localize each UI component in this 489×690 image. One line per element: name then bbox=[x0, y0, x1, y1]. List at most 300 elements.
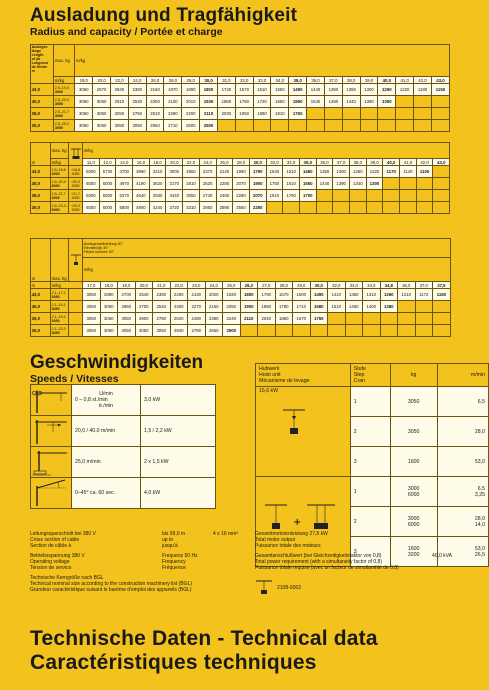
capacity-cell: 2510 bbox=[146, 108, 164, 120]
hoist-kg: 3050 bbox=[390, 387, 437, 417]
capacity-cell: 1900 bbox=[240, 301, 258, 313]
capacity-cell bbox=[433, 313, 451, 325]
capacity-cell: 2520 bbox=[199, 178, 216, 190]
hoist-speed: 28,0 bbox=[437, 417, 488, 447]
speed-desc-line: 0 – 0,8 st./min bbox=[75, 397, 108, 403]
corner-text: of jib bbox=[31, 57, 41, 61]
capacity-cell: 3050 bbox=[83, 325, 101, 337]
capacity-cell bbox=[316, 202, 333, 214]
svg-text:+: + bbox=[293, 516, 302, 528]
mkg-header: m/kg bbox=[75, 45, 450, 77]
capacity-cell: 2020 bbox=[205, 289, 223, 301]
hoist-single-hook-icon bbox=[281, 406, 307, 442]
capacity-cell: 4900 bbox=[133, 202, 150, 214]
capacity-cell: 2960 bbox=[146, 120, 164, 132]
radius-header: 26,0 bbox=[146, 77, 164, 84]
radius-header: 36,0 bbox=[398, 282, 416, 289]
capacity-row bbox=[31, 96, 450, 108]
capacity-cell: 2260 bbox=[233, 190, 250, 202]
capacity-row bbox=[31, 325, 451, 337]
capacity-cell: 1350 bbox=[378, 96, 396, 108]
crane-trolley-icon bbox=[31, 416, 71, 446]
radius-header: 42,0 bbox=[414, 77, 432, 84]
radius-header: 22,0 bbox=[170, 282, 188, 289]
capacity-cell: 1580 bbox=[310, 301, 328, 313]
capacity-cell: 1850 bbox=[217, 96, 235, 108]
unit-m: m bbox=[31, 239, 51, 282]
capacity-cell: 2300 bbox=[146, 96, 164, 108]
capacity-cell bbox=[342, 120, 360, 132]
capacity-cell: 6000 bbox=[99, 190, 116, 202]
hoist-header-line: Mécanisme de levage bbox=[259, 378, 310, 384]
capacity-cell: 2900 bbox=[135, 313, 153, 325]
note-line: Fréquence bbox=[162, 565, 186, 571]
capacity-cell bbox=[293, 325, 311, 337]
capacity-cell bbox=[380, 313, 398, 325]
mkg-header: m/kg bbox=[83, 258, 451, 282]
speed-desc: 20,0 / 40,0 m/min bbox=[72, 416, 141, 447]
max-range: 2,1–19,4 bbox=[51, 314, 66, 319]
capacity-cell: 3050 bbox=[75, 108, 93, 120]
capacity-cell bbox=[400, 202, 417, 214]
capacity-cell: 4240 bbox=[149, 202, 166, 214]
hoist-step: 3 bbox=[350, 537, 390, 567]
extra-capacity bbox=[69, 190, 83, 202]
page-subtitle: Radius and capacity / Portée et charge bbox=[30, 26, 223, 38]
capacity-cell: 1540 bbox=[307, 96, 325, 108]
radius-header: 24,0 bbox=[128, 77, 146, 84]
speeds-subtitle: Speeds / Vitesses bbox=[30, 373, 119, 385]
capacity-cell bbox=[307, 120, 325, 132]
hoist-step: 1 bbox=[350, 387, 390, 417]
note-line: Betriebsspannung 380 V bbox=[30, 553, 85, 559]
capacity-cell: 1800 bbox=[240, 289, 258, 301]
note-line: Technical nominal size according to the construction machinery list (BGL) bbox=[30, 581, 193, 587]
speed-desc bbox=[72, 385, 141, 416]
max-range: 2,1–18,1 bbox=[51, 302, 66, 307]
capacity-cell bbox=[433, 301, 451, 313]
max-kg: 6000 bbox=[51, 171, 60, 176]
capacity-table-3 bbox=[30, 238, 451, 337]
capacity-cell: 1220 bbox=[366, 166, 383, 178]
capacity-cell bbox=[350, 202, 367, 214]
note-line: Total power requirement (with a simultaneity factor of 0,8) bbox=[255, 559, 382, 565]
hoist-speed-line: 53,0 bbox=[474, 545, 485, 552]
capacity-cell: 1780 bbox=[275, 301, 293, 313]
capacity-cell: 1860 bbox=[275, 313, 293, 325]
radius-header: 34,0 bbox=[363, 282, 381, 289]
radius-header: 19,0 bbox=[118, 282, 136, 289]
max-kg: 3050 bbox=[51, 306, 60, 311]
capacity-cell bbox=[398, 313, 416, 325]
capacity-cell: 3050 bbox=[128, 120, 146, 132]
capacity-cell bbox=[258, 325, 276, 337]
capacity-cell: 2660 bbox=[205, 325, 223, 337]
max-capacity bbox=[51, 301, 69, 313]
capacity-cell: 1410 bbox=[328, 289, 346, 301]
capacity-cell: 2200 bbox=[182, 108, 200, 120]
bottom-title-block bbox=[30, 627, 378, 675]
max-capacity bbox=[54, 84, 75, 96]
capacity-cell bbox=[235, 120, 253, 132]
extra-kg: 3050 bbox=[71, 171, 80, 176]
capacity-cell: 1260 bbox=[350, 166, 367, 178]
capacity-cell bbox=[217, 120, 235, 132]
max-capacity bbox=[51, 289, 69, 301]
capacity-cell: 2700 bbox=[118, 289, 136, 301]
capacity-cell bbox=[431, 108, 449, 120]
drawing-code: 2108-0063 bbox=[277, 585, 301, 591]
crane-luffing-icon bbox=[31, 478, 71, 508]
capacity-cell bbox=[414, 120, 432, 132]
jib-length: 43,0 bbox=[31, 289, 51, 301]
hoist-speed-line: 6,5 bbox=[477, 485, 485, 492]
hook-icon bbox=[70, 253, 82, 267]
jib-length: 35,0 bbox=[31, 313, 51, 325]
capacity-cell: 2100 bbox=[164, 96, 182, 108]
capacity-cell: 1340 bbox=[350, 178, 367, 190]
hoist-step: 2 bbox=[350, 507, 390, 537]
capacity-cell: 2710 bbox=[164, 120, 182, 132]
crane-slewing-icon bbox=[31, 385, 71, 415]
capacity-cell bbox=[271, 120, 289, 132]
capacity-cell: 1750 bbox=[310, 313, 328, 325]
note-line: Tension de service bbox=[30, 565, 72, 571]
extra-kg: 3050 bbox=[71, 207, 80, 212]
capacity-cell bbox=[383, 190, 400, 202]
capacity-cell: 1210 bbox=[398, 289, 416, 301]
extra-capacity bbox=[69, 301, 83, 313]
hoist-speed-line: 26,5 bbox=[474, 551, 485, 558]
hoist-header-row bbox=[256, 364, 489, 387]
hoist-speed bbox=[437, 537, 488, 567]
radius-header: 20,0 bbox=[135, 282, 153, 289]
capacity-cell bbox=[345, 325, 363, 337]
speeds-title: Geschwindigkeiten bbox=[30, 352, 204, 373]
capacity-cell: 3170 bbox=[166, 178, 183, 190]
note-line: Operating voltage bbox=[30, 559, 70, 565]
capacity-cell: 1300 bbox=[360, 84, 378, 96]
capacity-cell: 2380 bbox=[205, 313, 223, 325]
capacity-cell: 2030 bbox=[217, 108, 235, 120]
radius-header: 28,0 bbox=[233, 159, 250, 166]
capacity-cell: 3050 bbox=[75, 120, 93, 132]
radius-header: 28,0 bbox=[275, 282, 293, 289]
speed-power: 3,0 kW bbox=[141, 385, 216, 416]
capacity-cell: 1970 bbox=[164, 84, 182, 96]
capacity-cell: 2540 bbox=[153, 301, 171, 313]
capacity-cell: 3050 bbox=[100, 313, 118, 325]
jib-length: 40,0 bbox=[31, 96, 54, 108]
capacity-cell: 1670 bbox=[275, 289, 293, 301]
capacity-cell: 2380 bbox=[128, 84, 146, 96]
capacity-cell bbox=[414, 96, 432, 108]
speed-row-luffing bbox=[31, 478, 216, 509]
capacity-cell: 2260 bbox=[170, 289, 188, 301]
crane-travel-icon bbox=[31, 447, 71, 477]
capacity-cell: 3050 bbox=[93, 120, 111, 132]
max-range: 2,5–18,8 bbox=[51, 167, 66, 172]
capacity-cell: 3050 bbox=[100, 301, 118, 313]
capacity-cell: 1360 bbox=[345, 289, 363, 301]
note-line: Technische Kerngröße nach BGL bbox=[30, 575, 104, 581]
capacity-cell: 2500 bbox=[200, 120, 218, 132]
capacity-row bbox=[31, 313, 451, 325]
capacity-table-2 bbox=[30, 142, 450, 214]
capacity-cell: 2550 bbox=[233, 202, 250, 214]
radius-header: 20,0 bbox=[93, 77, 111, 84]
hoist-kg: 3050 bbox=[390, 417, 437, 447]
capacity-cell: 2480 bbox=[216, 190, 233, 202]
unit-m: m bbox=[31, 69, 35, 73]
capacity-cell: 1640 bbox=[266, 166, 283, 178]
title-block bbox=[30, 6, 297, 38]
capacity-cell bbox=[366, 202, 383, 214]
radius-header: 38,0 bbox=[342, 77, 360, 84]
capacity-cell: 3050 bbox=[75, 84, 93, 96]
radius-header: 26,3 bbox=[240, 282, 258, 289]
capacity-cell bbox=[328, 313, 346, 325]
capacity-cell: 4700 bbox=[116, 166, 133, 178]
capacity-cell: 3620 bbox=[149, 178, 166, 190]
capacity-cell: 2540 bbox=[135, 289, 153, 301]
capacity-cell bbox=[398, 301, 416, 313]
max-capacity bbox=[54, 108, 75, 120]
capacity-cell: 3410 bbox=[149, 166, 166, 178]
step-header-line: Cran bbox=[353, 378, 366, 384]
hoist-row bbox=[256, 477, 489, 507]
capacity-cell: 1450 bbox=[345, 301, 363, 313]
radius-header: 43,0 bbox=[431, 77, 449, 84]
capacity-cell bbox=[396, 120, 414, 132]
max-kg: 3050 bbox=[54, 101, 63, 106]
hoist-kg-line: 1600 bbox=[407, 545, 420, 552]
capacity-cell: 2890 bbox=[216, 202, 233, 214]
max-range: 2,5–21,7 bbox=[51, 191, 66, 196]
hoist-row bbox=[256, 387, 489, 417]
capacity-cell: 1800 bbox=[200, 84, 218, 96]
radius-header: 32,0 bbox=[266, 159, 283, 166]
capacity-cell: 2010 bbox=[182, 96, 200, 108]
capacity-cell: 1930 bbox=[200, 96, 218, 108]
max-kg: 3050 bbox=[51, 318, 60, 323]
capacity-cell: 2950 bbox=[199, 202, 216, 214]
capacity-cell: 1920 bbox=[223, 289, 241, 301]
capacity-cell bbox=[316, 190, 333, 202]
radius-header: 36,0 bbox=[307, 77, 325, 84]
hoist-single-cell bbox=[256, 387, 351, 477]
capacity-cell: 1440 bbox=[342, 96, 360, 108]
mkg-label: m/kg bbox=[51, 159, 69, 166]
radius-header: 24,0 bbox=[199, 159, 216, 166]
capacity-row bbox=[31, 166, 450, 178]
capacity-cell bbox=[378, 108, 396, 120]
capacity-cell: 2840 bbox=[111, 84, 129, 96]
hoist-speed bbox=[437, 507, 488, 537]
jib-length: 35,0 bbox=[31, 108, 54, 120]
capacity-cell: 1310 bbox=[363, 289, 381, 301]
max-range: 2,1–23,3 bbox=[51, 326, 66, 331]
hoist-speed-line: 3,25 bbox=[474, 491, 485, 498]
speed-power: 2 x 1,5 kW bbox=[141, 447, 216, 478]
capacity-cell bbox=[275, 325, 293, 337]
hoist-speed-line: 14,0 bbox=[474, 521, 485, 528]
capacity-cell: 2110 bbox=[240, 313, 258, 325]
max-kg: 6000 bbox=[51, 195, 60, 200]
speed-row-trolley bbox=[31, 416, 216, 447]
capacity-cell bbox=[363, 325, 381, 337]
radius-header: 34,0 bbox=[271, 77, 289, 84]
radius-header: 26,0 bbox=[216, 159, 233, 166]
capacity-cell: 3050 bbox=[111, 120, 129, 132]
extra-range: +20,9 bbox=[70, 179, 81, 184]
hoist-kg: 1600 bbox=[390, 447, 437, 477]
capacity-cell: 2970 bbox=[93, 84, 111, 96]
capacity-cell: 1300 bbox=[366, 178, 383, 190]
capacity-cell: 5730 bbox=[99, 166, 116, 178]
notes-motor-output bbox=[255, 531, 328, 549]
mkg-label: m/kg bbox=[51, 282, 83, 289]
hoist-speed: 6,5 bbox=[437, 387, 488, 417]
radius-header: 39,0 bbox=[360, 77, 378, 84]
capacity-cell bbox=[431, 120, 449, 132]
speed-desc: 0–45° ca. 60 sec. bbox=[72, 478, 141, 509]
corner-text: de flèche bbox=[31, 65, 48, 69]
capacity-row bbox=[31, 289, 451, 301]
max-capacity bbox=[51, 166, 69, 178]
jib-length: 43,0 bbox=[31, 84, 54, 96]
extra-range: +23,3 bbox=[70, 203, 81, 208]
capacity-cell bbox=[307, 108, 325, 120]
max-range: 2,1–17,2 bbox=[51, 290, 66, 295]
capacity-cell: 3440 bbox=[166, 190, 183, 202]
max-range: 2,5–21,7 bbox=[54, 109, 69, 114]
extra-capacity bbox=[69, 289, 83, 301]
radius-header: 27,0 bbox=[258, 282, 276, 289]
capacity-cell: 2370 bbox=[199, 166, 216, 178]
jib-length-header bbox=[31, 45, 54, 84]
capacity-cell bbox=[333, 190, 350, 202]
note-line: Frequency bbox=[162, 559, 186, 565]
capacity-cell bbox=[400, 178, 417, 190]
capacity-row bbox=[31, 301, 451, 313]
capacity-cell bbox=[383, 202, 400, 214]
capacity-cell bbox=[415, 301, 433, 313]
hoist-kg bbox=[390, 477, 437, 507]
angle-note-line: Auslegerstellstellung 30° bbox=[83, 242, 123, 246]
radius-header: 29,0 bbox=[182, 77, 200, 84]
capacity-cell: 1490 bbox=[324, 96, 342, 108]
capacity-cell bbox=[416, 202, 433, 214]
capacity-cell: 2040 bbox=[258, 313, 276, 325]
capacity-cell: 1650 bbox=[271, 96, 289, 108]
radius-header: 36,0 bbox=[316, 159, 333, 166]
jib-length: 30,0 bbox=[31, 202, 51, 214]
capacity-cell: 3050 bbox=[93, 96, 111, 108]
page-title: Ausladung und Tragfähigkeit bbox=[30, 5, 298, 26]
jib-length: 40,0 bbox=[31, 178, 51, 190]
capacity-cell bbox=[324, 108, 342, 120]
radius-header: 40,0 bbox=[383, 159, 400, 166]
max-kg-header: max. kg bbox=[51, 239, 69, 282]
extra-capacity bbox=[69, 202, 83, 214]
capacity-cell: 1510 bbox=[283, 166, 300, 178]
capacity-cell: 2070 bbox=[233, 178, 250, 190]
capacity-cell: 2480 bbox=[188, 313, 206, 325]
hoist-step: 3 bbox=[350, 447, 390, 477]
capacity-cell bbox=[299, 202, 316, 214]
capacity-cell: 3050 bbox=[153, 325, 171, 337]
corner-text: Longueur bbox=[31, 61, 49, 65]
radius-header: 41,0 bbox=[400, 159, 417, 166]
radius-header: 38,0 bbox=[350, 159, 367, 166]
capacity-cell bbox=[415, 313, 433, 325]
hoist-header-line: Hoist unit bbox=[259, 372, 281, 378]
radius-header: 11,0 bbox=[83, 159, 100, 166]
capacity-cell: 1180 bbox=[414, 84, 432, 96]
capacity-cell bbox=[433, 202, 450, 214]
capacity-cell: 3050 bbox=[100, 325, 118, 337]
slewing-icon-cell bbox=[31, 385, 72, 416]
capacity-cell: 1750 bbox=[266, 178, 283, 190]
hoist-speed: 53,0 bbox=[437, 447, 488, 477]
capacity-cell bbox=[324, 120, 342, 132]
capacity-cell: 5370 bbox=[116, 190, 133, 202]
jib-length: 30,0 bbox=[31, 120, 54, 132]
capacity-cell: 2280 bbox=[216, 178, 233, 190]
travel-icon-cell bbox=[31, 447, 72, 478]
notes-cable bbox=[30, 531, 96, 549]
radius-header: 40,0 bbox=[378, 77, 396, 84]
max-range: 2,5–20,9 bbox=[51, 179, 66, 184]
capacity-cell bbox=[310, 325, 328, 337]
radius-header: 22,0 bbox=[111, 77, 129, 84]
capacity-cell: 1890 bbox=[182, 84, 200, 96]
radius-header: 18,0 bbox=[149, 159, 166, 166]
max-kg-header: max. kg bbox=[51, 143, 69, 159]
notes-cable-size bbox=[213, 531, 238, 537]
notes-code bbox=[255, 578, 301, 598]
capacity-cell: 1510 bbox=[328, 301, 346, 313]
radius-header: 31,0 bbox=[217, 77, 235, 84]
capacity-cell bbox=[360, 120, 378, 132]
capacity-cell: 1390 bbox=[333, 178, 350, 190]
extra-capacity bbox=[69, 313, 83, 325]
mkg-label: m/kg bbox=[54, 77, 75, 84]
radius-header: 23,0 bbox=[188, 282, 206, 289]
capacity-cell: 1440 bbox=[316, 178, 333, 190]
radius-header: 41,0 bbox=[396, 77, 414, 84]
note-line: 4 x 16 mm² bbox=[213, 531, 239, 537]
max-capacity bbox=[51, 202, 69, 214]
hoist-kg-line: 3000 bbox=[407, 485, 420, 492]
speed-row-slewing bbox=[31, 385, 216, 416]
hoist-header-line: Hubwerk bbox=[259, 366, 280, 372]
capacity-cell: 3050 bbox=[118, 313, 136, 325]
unit-m: m bbox=[31, 282, 51, 289]
capacity-cell: 1880 bbox=[253, 108, 271, 120]
capacity-table-1 bbox=[30, 44, 450, 132]
capacity-cell: 3960 bbox=[133, 166, 150, 178]
capacity-cell bbox=[345, 313, 363, 325]
capacity-cell: 2070 bbox=[249, 190, 266, 202]
capacity-cell: 1140 bbox=[400, 166, 417, 178]
capacity-cell bbox=[433, 178, 450, 190]
capacity-cell: 2050 bbox=[223, 301, 241, 313]
capacity-cell: 1390 bbox=[360, 96, 378, 108]
angle-note-line: Flèche inclinée 30° bbox=[83, 250, 114, 254]
radius-header: 30,0 bbox=[249, 159, 266, 166]
